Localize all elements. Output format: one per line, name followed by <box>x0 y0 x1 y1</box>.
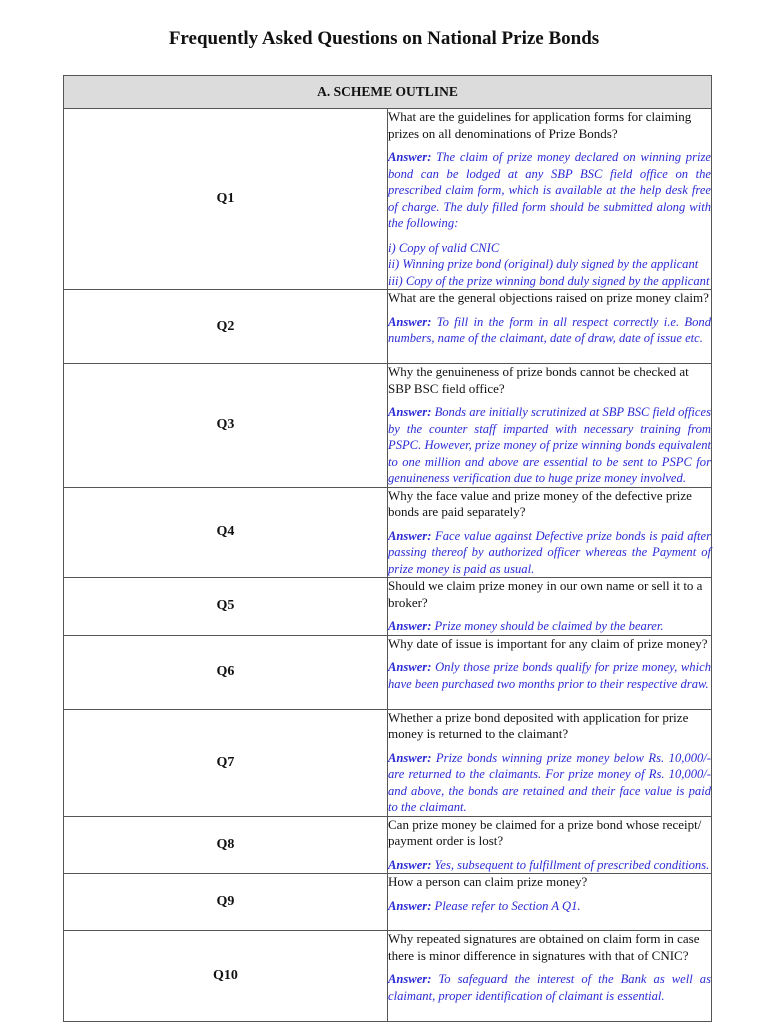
answer-label: Answer: <box>388 660 432 674</box>
answer-label: Answer: <box>388 898 432 913</box>
question-text: Should we claim prize money in our own name or sell it to a broker? <box>388 578 703 610</box>
question-text: What are the guidelines for application forms for claiming prizes on all denominations of Prize Bonds? <box>388 109 692 141</box>
question-number: Q3 <box>64 364 388 488</box>
question-number: Q1 <box>64 109 388 290</box>
answer-label: Answer: <box>388 972 432 986</box>
faq-row <box>64 290 712 364</box>
answer-body: The claim of prize money declared on winning prize bond can be lodged at any SBP BSC field office on the prescribed claim form, which is available at the help desk free of charge. The duly filled form should be submitted along with the following: <box>388 150 711 230</box>
question-number: Q2 <box>64 290 388 364</box>
answer-label: Answer: <box>388 857 432 872</box>
question-number: Q4 <box>64 487 388 578</box>
faq-cell <box>388 816 712 874</box>
question-text: Can prize money be claimed for a prize bond whose receipt/ payment order is lost? <box>388 816 702 848</box>
question-text: Why date of issue is important for any claim of prize money? <box>388 635 708 651</box>
question-number: Q9 <box>64 874 388 931</box>
answer-text <box>388 659 711 692</box>
faq-cell <box>388 364 712 488</box>
faq-body <box>64 109 712 1022</box>
answer-text <box>388 528 711 578</box>
answer-list <box>388 240 711 290</box>
question-text: Whether a prize bond deposited with application for prize money is returned to the claimant? <box>388 709 689 741</box>
answer-text <box>388 898 711 915</box>
question-number: Q8 <box>64 816 388 874</box>
faq-row <box>64 709 712 816</box>
list-item: i) Copy of valid CNIC <box>388 240 500 255</box>
question-text: What are the general objections raised on prize money claim? <box>388 290 709 305</box>
faq-row <box>64 635 712 709</box>
faq-cell <box>388 487 712 578</box>
faq-row <box>64 816 712 874</box>
question-text: How a person can claim prize money? <box>388 874 588 889</box>
answer-label: Answer: <box>388 619 432 633</box>
faq-cell <box>388 109 712 290</box>
faq-row <box>64 578 712 636</box>
faq-cell <box>388 874 712 931</box>
answer-label: Answer: <box>388 750 432 765</box>
faq-row <box>64 109 712 290</box>
faq-cell <box>388 578 712 636</box>
section-header-row <box>64 76 712 109</box>
question-text: Why repeated signatures are obtained on claim form in case there is minor difference in signatures with that of CNIC? <box>388 931 700 963</box>
answer-label: Answer: <box>388 528 432 543</box>
faq-cell <box>388 709 712 816</box>
faq-cell <box>388 931 712 1022</box>
answer-body: Face value against Defective prize bonds is paid after passing thereof by authorized officer whereas the Payment of prize money is paid as usual. <box>388 528 711 576</box>
answer-body: Only those prize bonds qualify for prize money, which have been purchased two months prior to their respective draw. <box>388 660 711 691</box>
answer-label: Answer: <box>388 405 432 419</box>
answer-text <box>388 971 711 1004</box>
question-number: Q5 <box>64 578 388 636</box>
answer-body: Prize bonds winning prize money below Rs. 10,000/- are returned to the claimants. For prize money of Rs. 10,000/- and above, the bonds are retained and their face value is paid to the claimant. <box>388 750 711 814</box>
answer-text <box>388 857 711 874</box>
answer-body: Yes, subsequent to fulfillment of prescribed conditions. <box>434 857 710 872</box>
answer-text <box>388 750 711 816</box>
faq-row <box>64 487 712 578</box>
answer-body: To fill in the form in all respect correctly i.e. Bond numbers, name of the claimant, date of draw, date of issue etc. <box>388 314 711 345</box>
faq-cell <box>388 635 712 709</box>
question-number: Q10 <box>64 931 388 1022</box>
faq-row <box>64 364 712 488</box>
answer-text <box>388 404 711 487</box>
question-number: Q7 <box>64 709 388 816</box>
faq-table <box>63 75 712 1022</box>
faq-row <box>64 874 712 931</box>
answer-label: Answer: <box>388 314 432 329</box>
answer-body: Please refer to Section A Q1. <box>434 898 581 913</box>
answer-text <box>388 618 711 635</box>
answer-body: Prize money should be claimed by the bearer. <box>434 619 664 633</box>
section-header: A. SCHEME OUTLINE <box>64 76 712 109</box>
faq-cell <box>388 290 712 364</box>
faq-row <box>64 931 712 1022</box>
question-text: Why the genuineness of prize bonds cannot be checked at SBP BSC field office? <box>388 364 689 396</box>
answer-label: Answer: <box>388 150 432 164</box>
question-number: Q6 <box>64 635 388 709</box>
list-item: iii) Copy of the prize winning bond duly signed by the applicant <box>388 273 710 288</box>
answer-body: To safeguard the interest of the Bank as well as claimant, proper identification of claimant is essential. <box>388 972 711 1003</box>
question-text: Why the face value and prize money of the defective prize bonds are paid separately? <box>388 487 692 519</box>
answer-body: Bonds are initially scrutinized at SBP BSC field offices by the counter staff imparted with necessary training from PSPC. However, prize money of prize winning bonds equivalent to one million and above are essential to be sent to PSPC for genuineness verification due to huge prize money involved. <box>388 405 711 485</box>
answer-text <box>388 314 711 347</box>
answer-text <box>388 149 711 232</box>
list-item: ii) Winning prize bond (original) duly signed by the applicant <box>388 257 699 271</box>
document-title: Frequently Asked Questions on National Prize Bonds <box>168 28 600 49</box>
